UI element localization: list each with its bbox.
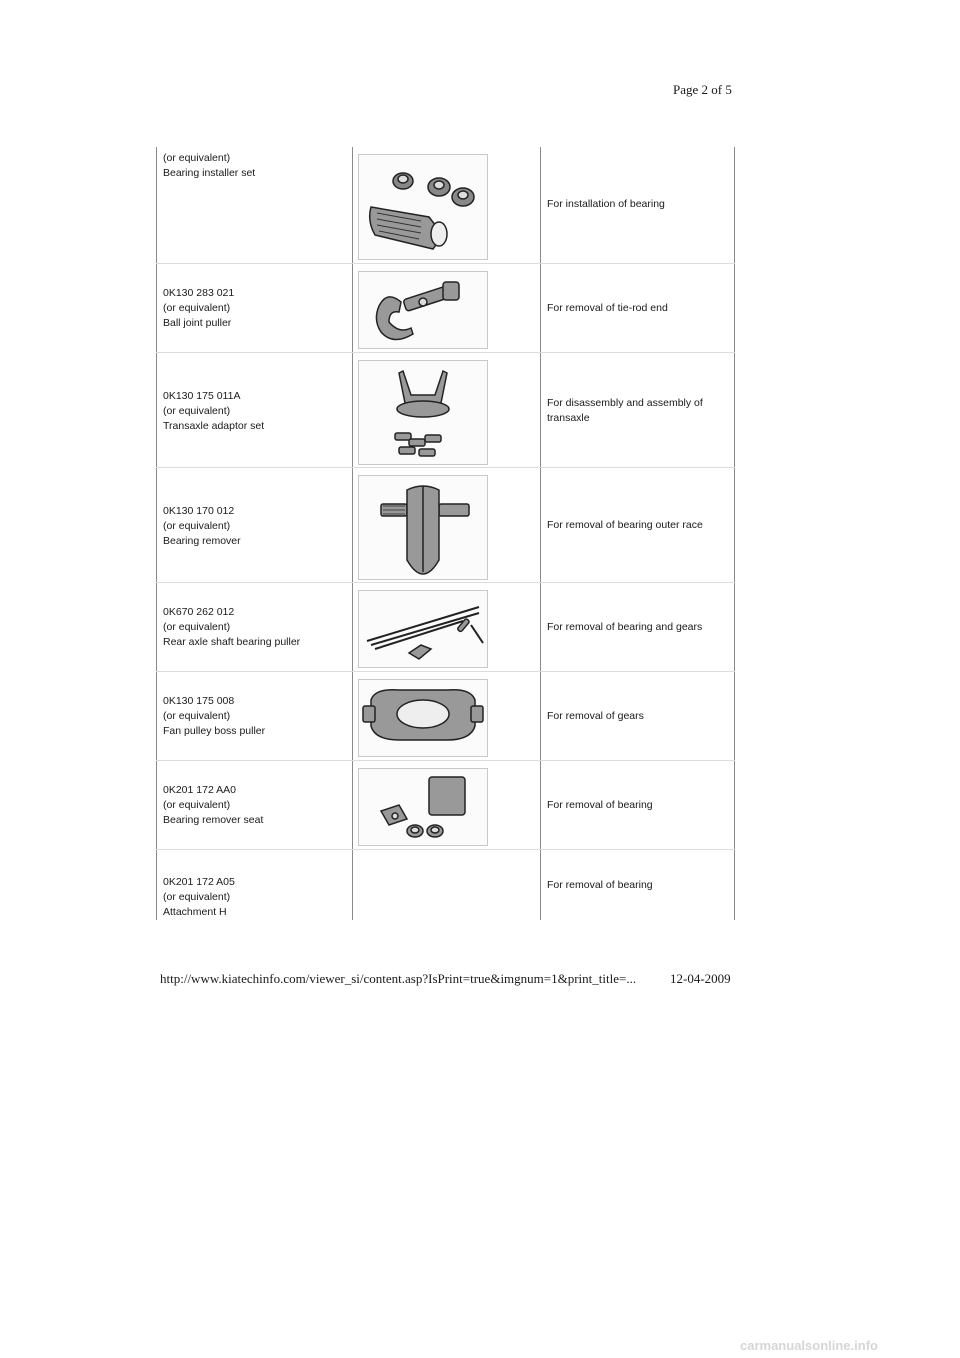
tool-purpose-cell [541, 760, 735, 849]
tool-image-cell [353, 352, 541, 467]
tool-name: Fan pulley boss puller [163, 724, 266, 737]
tool-name: Transaxle adaptor set [163, 419, 265, 432]
ball-joint-puller-icon [358, 271, 488, 349]
tool-purpose-cell [541, 467, 735, 582]
table-row [157, 147, 735, 263]
tool-part-number: 0K201 172 AA0 [163, 783, 236, 796]
footer-date: 12-04-2009 [670, 971, 731, 986]
table-row [157, 849, 735, 920]
tool-image-cell [353, 582, 541, 671]
tool-name: Bearing remover [163, 534, 241, 547]
tool-purpose: For removal of bearing and gears [547, 620, 703, 633]
tool-purpose-cell [541, 263, 735, 352]
tool-image-cell [353, 671, 541, 760]
tool-image-cell [353, 849, 541, 920]
tool-id-cell [157, 467, 353, 582]
axle-bearing-puller-icon [358, 590, 488, 668]
table-row [157, 467, 735, 582]
tool-purpose: For removal of bearing [547, 798, 653, 811]
tool-name: Bearing remover seat [163, 813, 264, 826]
tool-purpose-cell [541, 582, 735, 671]
tool-part-number: 0K201 172 A05 [163, 875, 235, 888]
bearing-remover-icon [358, 475, 488, 580]
tool-image-cell [353, 760, 541, 849]
page-number: Page 2 of 5 [673, 82, 732, 97]
pulley-boss-puller-icon [358, 679, 488, 757]
tool-name: Attachment H [163, 905, 227, 918]
tool-part-number: 0K130 175 011A [163, 389, 241, 402]
tool-purpose: For removal of gears [547, 709, 644, 722]
tool-note: (or equivalent) [163, 890, 231, 903]
tool-part-number: 0K130 283 021 [163, 286, 235, 299]
table-row [157, 671, 735, 760]
tool-id-cell [157, 760, 353, 849]
tool-part-number: 0K130 170 012 [163, 504, 235, 517]
transaxle-adaptor-icon [358, 360, 488, 465]
table-row [157, 352, 735, 467]
tool-note: (or equivalent) [163, 620, 231, 633]
tool-note: (or equivalent) [163, 519, 231, 532]
footer-url: http://www.kiatechinfo.com/viewer_si/content.asp?IsPrint=true&imgnum=1&print_title=... [160, 971, 637, 986]
table-row [157, 263, 735, 352]
tool-name: Rear axle shaft bearing puller [163, 635, 301, 648]
tool-id-cell [157, 147, 353, 263]
tool-image-cell [353, 467, 541, 582]
bearing-remover-seat-icon [358, 768, 488, 846]
tool-purpose: For installation of bearing [547, 198, 665, 210]
tool-note: (or equivalent) [163, 709, 231, 722]
tool-purpose: transaxle [547, 411, 590, 424]
bearing-installer-icon [358, 154, 488, 260]
tool-id-cell [157, 352, 353, 467]
tool-name: Bearing installer set [163, 167, 256, 179]
tool-id-cell [157, 671, 353, 760]
tool-id-cell [157, 849, 353, 920]
table-row [157, 582, 735, 671]
special-tools-table [156, 147, 735, 920]
tool-note: (or equivalent) [163, 301, 231, 314]
tool-purpose-cell [541, 849, 735, 920]
tool-part-number: 0K670 262 012 [163, 605, 235, 618]
tool-purpose: For removal of bearing [547, 878, 653, 891]
tool-purpose: For disassembly and assembly of [547, 396, 703, 409]
watermark: carmanualsonline.info [740, 1338, 878, 1353]
table-row [157, 760, 735, 849]
tool-note: (or equivalent) [163, 798, 231, 811]
tool-purpose-cell [541, 147, 735, 263]
tool-note: (or equivalent) [163, 152, 231, 164]
tool-purpose: For removal of tie-rod end [547, 301, 668, 314]
tool-purpose-cell [541, 352, 735, 467]
tool-id-cell [157, 263, 353, 352]
tool-purpose: For removal of bearing outer race [547, 518, 703, 531]
tool-name: Ball joint puller [163, 316, 232, 329]
tool-note: (or equivalent) [163, 404, 231, 417]
tool-part-number: 0K130 175 008 [163, 694, 235, 707]
tool-image-cell [353, 263, 541, 352]
tool-image-cell [353, 147, 541, 263]
tool-id-cell [157, 582, 353, 671]
tool-purpose-cell [541, 671, 735, 760]
